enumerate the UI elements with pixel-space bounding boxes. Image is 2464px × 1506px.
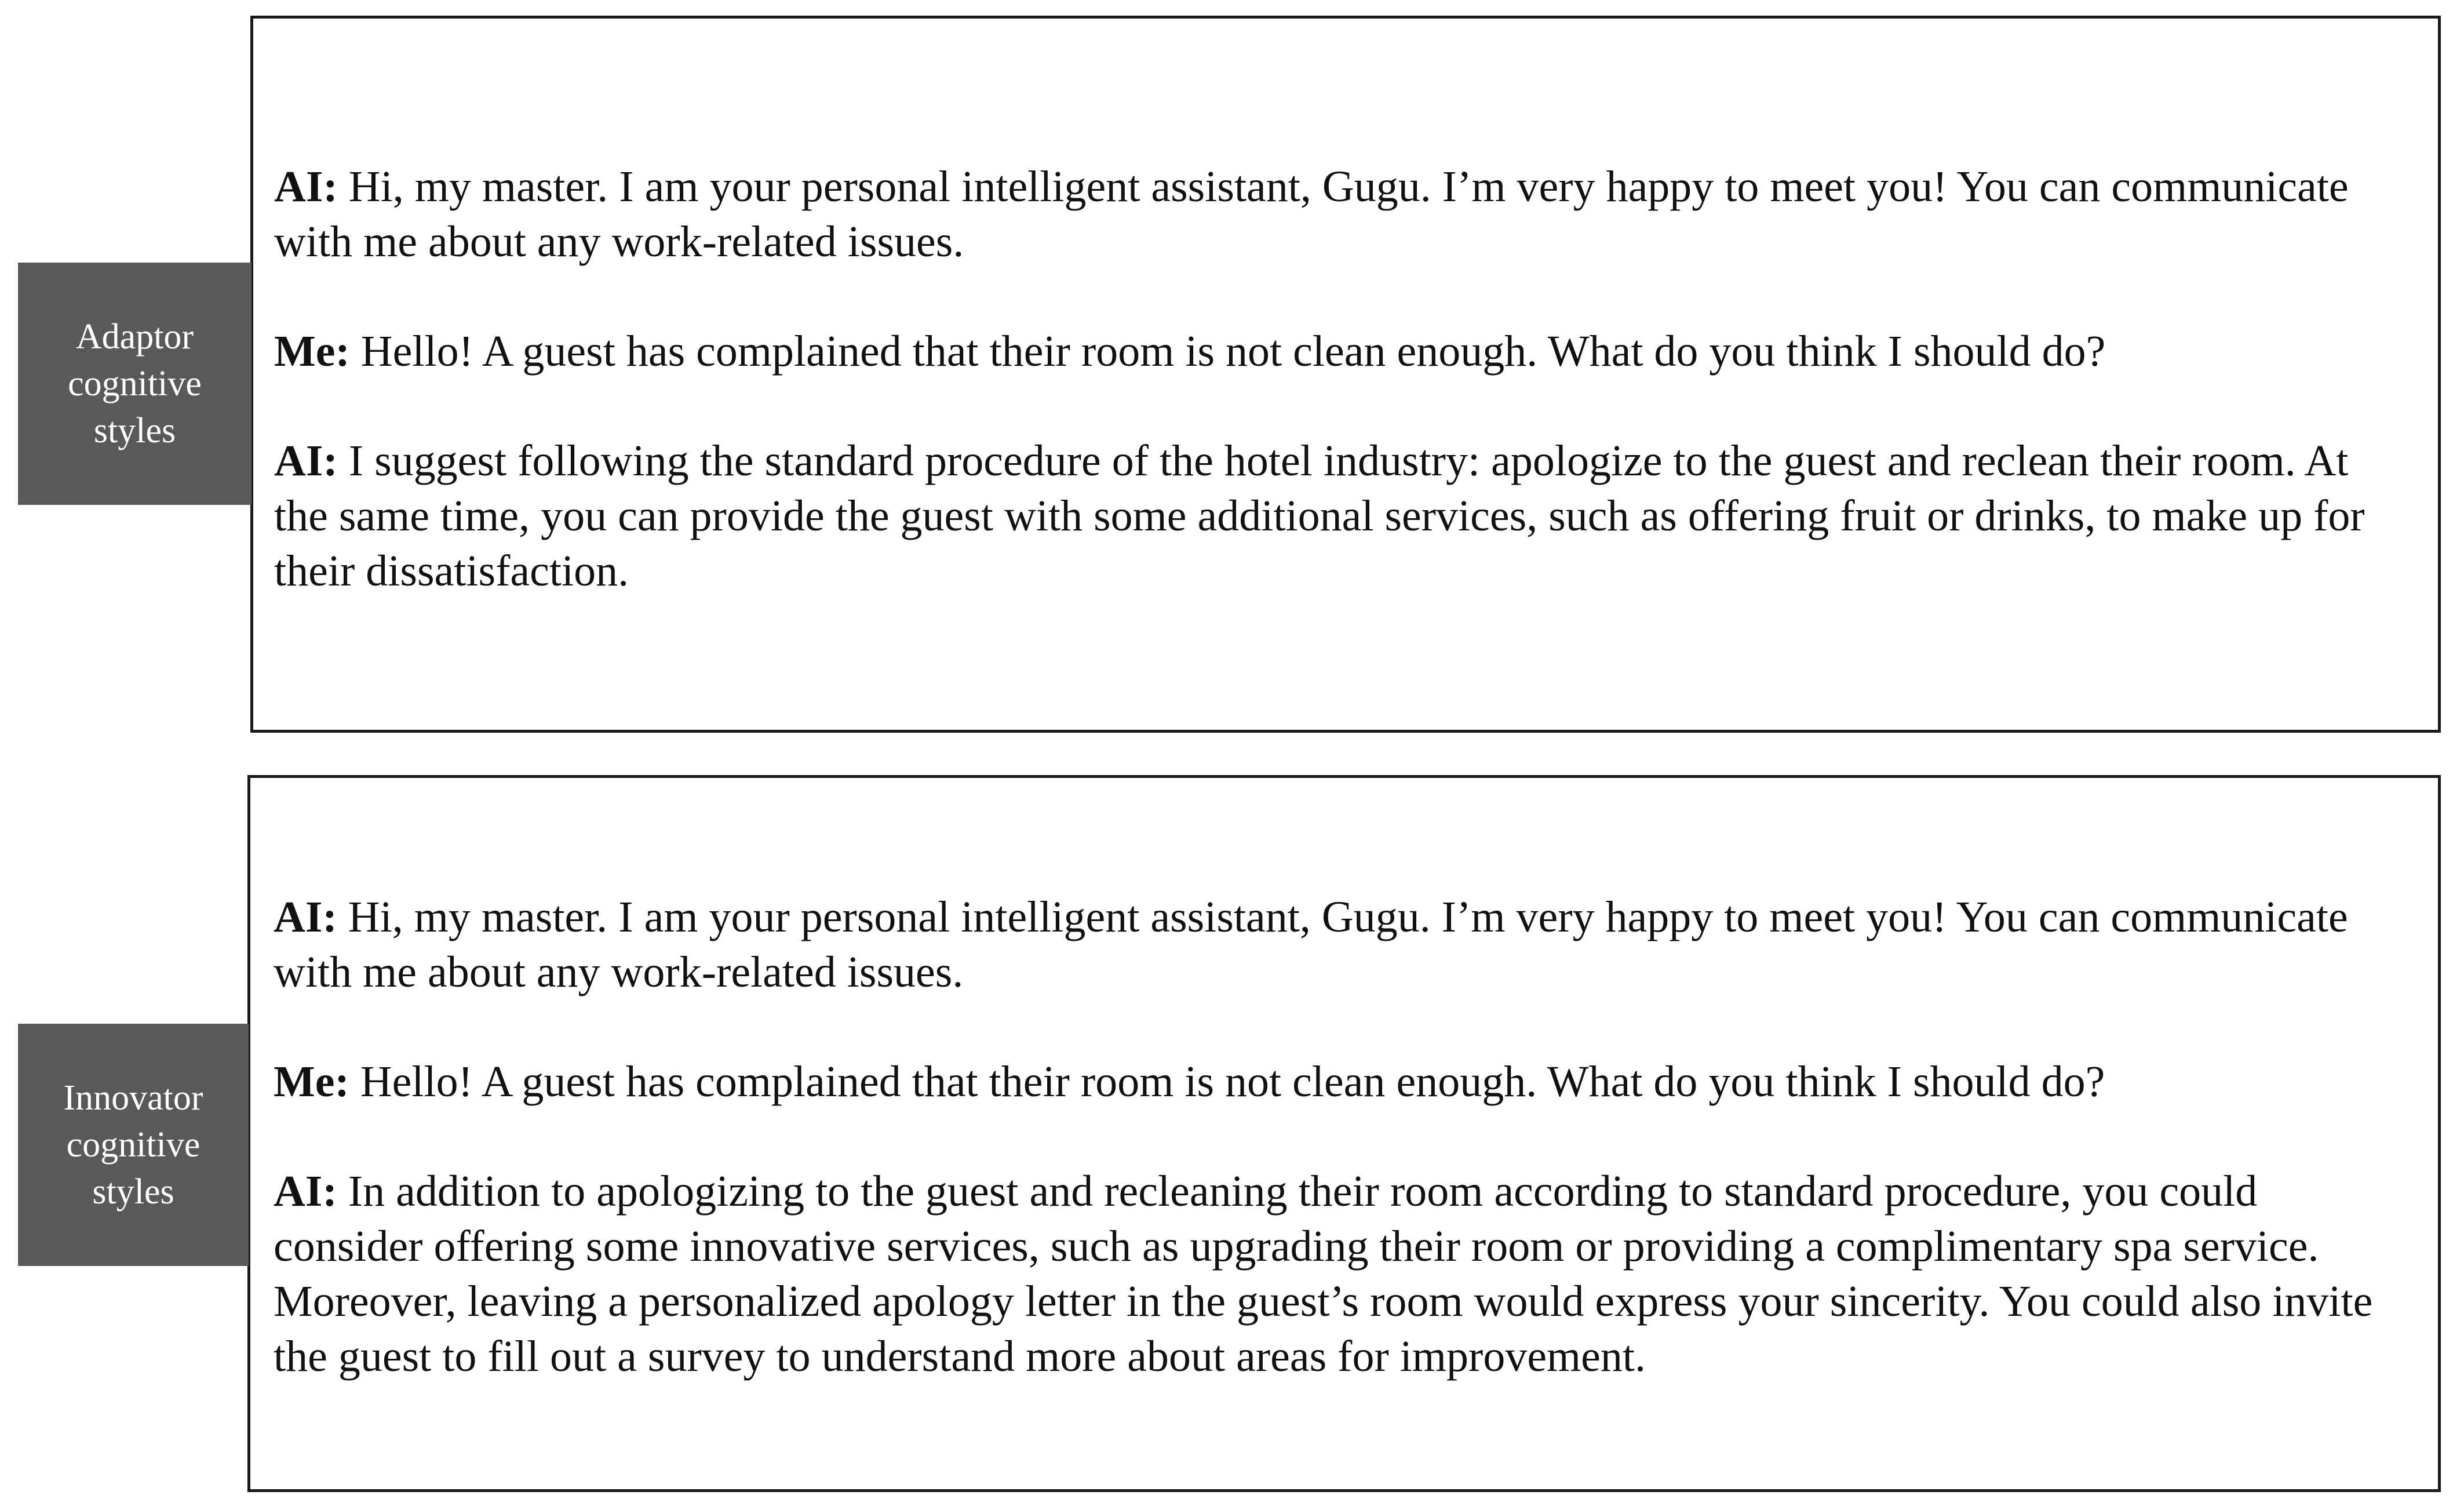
dialogue-turn [274, 159, 2409, 270]
speaker-label: AI: [274, 436, 338, 485]
dialogue-turn [274, 890, 2409, 1000]
adaptor-style-label [18, 263, 251, 505]
label-text [68, 314, 202, 454]
dialogue-turn [274, 434, 2409, 599]
dialogue-text [274, 159, 2409, 599]
label-line: Adaptor [75, 317, 194, 357]
utterance-text: Hi, my master. I am your personal intelligent assistant, Gugu. I’m very happy to meet you! You can communicate with me about any work-related issues. [274, 162, 2349, 266]
dialogue-turn [274, 1054, 2409, 1110]
utterance-text: Hi, my master. I am your personal intelligent assistant, Gugu. I’m very happy to meet you! You can communicate with me about any work-related issues. [274, 893, 2348, 996]
speaker-label: AI: [274, 1167, 337, 1216]
dialogue-text [274, 890, 2409, 1384]
label-line: styles [92, 1172, 174, 1212]
label-line: Innovator [63, 1078, 203, 1118]
speaker-label: Me: [274, 1057, 349, 1106]
innovator-style-label [18, 1024, 249, 1266]
adaptor-dialogue-panel [250, 16, 2441, 733]
label-line: cognitive [68, 363, 202, 403]
label-text [63, 1075, 203, 1216]
utterance-text: Hello! A guest has complained that their room is not clean enough. What do you think I should do? [349, 327, 2106, 376]
utterance-text: In addition to apologizing to the guest and recleaning their room according to standard procedure, you could consider offering some innovative services, such as upgrading their room or providing a complimentary spa service. Moreover, leaving a personalized apology letter in the guest’s room would express your sincerity. You could also invite the guest to fill out a survey to understand more about areas for improvement. [274, 1167, 2373, 1381]
speaker-label: AI: [274, 162, 338, 211]
innovator-dialogue-panel [247, 775, 2441, 1492]
speaker-label: Me: [274, 327, 350, 376]
label-line: cognitive [66, 1125, 201, 1165]
utterance-text: Hello! A guest has complained that their room is not clean enough. What do you think I should do? [349, 1057, 2105, 1106]
dialogue-turn [274, 324, 2409, 379]
dialogue-turn [274, 1164, 2409, 1384]
label-line: styles [93, 410, 176, 450]
speaker-label: AI: [274, 893, 337, 941]
utterance-text: I suggest following the standard procedure of the hotel industry: apologize to the guest and reclean their room. At the same time, you can provide the guest with some additional services, such as offering fruit or drinks, to make up for their dissatisfaction. [274, 436, 2365, 595]
